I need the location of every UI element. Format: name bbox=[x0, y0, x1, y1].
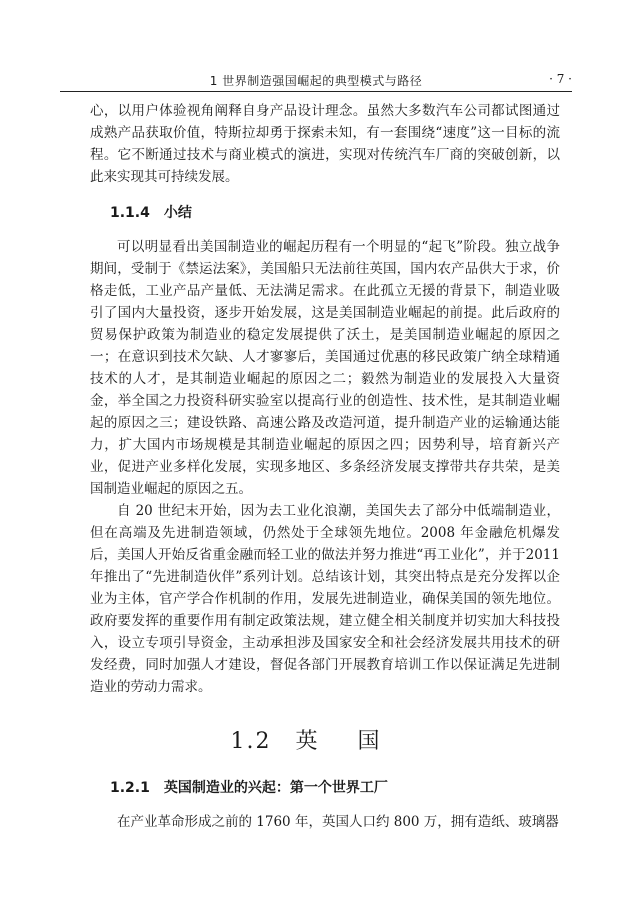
page-number: · 7 · bbox=[549, 72, 572, 86]
running-header bbox=[60, 69, 572, 92]
body-text bbox=[90, 100, 560, 833]
chapter-number: 1.2 bbox=[230, 729, 272, 754]
paragraph: 可以明显看出美国制造业的崛起历程有一个明显的“起飞”阶段。独立战争期间，受制于《禁运法案》，美国船只无法前往英国，国内农产品供大于求，价格走低，工业产品产量低、无法满足需求。在此孤立无援的背景下，制造业吸引了国内大量投资，逐步开始发展，这是美国制造业崛起的前提。此后政府的贸易保护政策为制造业的稳定发展提供了沃土，是美国制造业崛起的原因之一；在意识到技术欠缺、人才寥寥后，美国通过优惠的移民政策广纳全球精通技术的人才，是其制造业崛起的原因之二；毅然为制造业的发展投入大量资金，举全国之力投资科研实验室以提高行业的创造性、技术性，是其制造业崛起的原因之三；建设铁路、高速公路及改造河道，提升制造产业的运输通达能力，扩大国内市场规模是其制造业崛起的原因之四；因势利导，培育新兴产业，促进产业多样化发展，实现多地区、多条经济发展支撑带共存共荣，是美国制造业崛起的原因之五。 bbox=[90, 239, 560, 497]
section-title: 小结 bbox=[163, 205, 192, 221]
section-title: 英国制造业的兴起：第一个世界工厂 bbox=[163, 780, 388, 796]
section-number: 1.1.4 bbox=[110, 205, 150, 221]
paragraph: 在产业革命形成之前的 1760 年，英国人口约 800 万，拥有造纸、玻璃器 bbox=[117, 814, 559, 830]
section-heading-1-2-1 bbox=[110, 777, 560, 799]
paragraph: 自 20 世纪末开始，因为去工业化浪潮，美国失去了部分中低端制造业，但在高端及先进制造领域，仍然处于全球领先地位。2008 年金融危机爆发后，美国人开始反省重金融而轻工业的做法并努力推进“再工业化”，并于2011 年推出了“先进制造伙伴”系列计划。总结该计划，其突出特点是充分发挥以企业为主体，官产学合作机制的作用，发展先进制造业，确保美国的领先地位。政府要发挥的重要作用有制定政策法规，建立健全相关制度并切实加大科技投入，设立专项引导资金，主动承担涉及国家安全和社会经济发展共用技术的研发经费，同时加强人才建设，督促各部门开展教育培训工作以保证满足先进制造业的劳动力需求。 bbox=[90, 503, 560, 695]
section-heading-1-1-4 bbox=[110, 202, 560, 224]
running-title: 1 世界制造强国崛起的典型模式与路径 bbox=[209, 74, 423, 88]
section-number: 1.2.1 bbox=[110, 780, 150, 796]
chapter-heading-1-2 bbox=[90, 724, 560, 755]
paragraph: 心，以用户体验视角阐释自身产品设计理念。虽然大多数汽车公司都试图通过成熟产品获取价值，特斯拉却勇于探索未知，有一套围绕“速度”这一目标的流程。它不断通过技术与商业模式的演进，实现对传统汽车厂商的突破创新，以此来实现其可持续发展。 bbox=[90, 103, 560, 185]
chapter-title: 英国 bbox=[295, 729, 420, 754]
